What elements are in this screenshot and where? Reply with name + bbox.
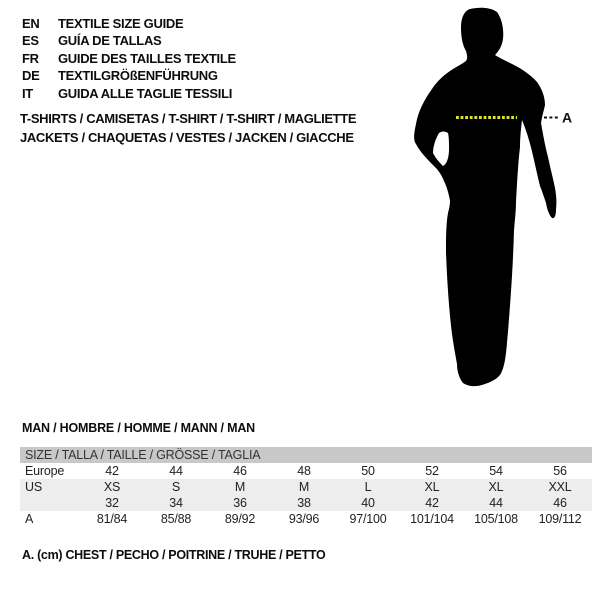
size-cell: XS	[103, 480, 121, 494]
language-label: TEXTILE SIZE GUIDE	[58, 16, 184, 31]
language-label: TEXTILGRÖßENFÜHRUNG	[58, 68, 218, 84]
language-code: FR	[22, 50, 39, 66]
language-code: ES	[22, 33, 39, 49]
size-cell: 42	[105, 464, 119, 478]
size-cell: 105/108	[474, 512, 518, 526]
language-code: DE	[22, 68, 40, 84]
row-label: Europe	[25, 464, 65, 478]
language-row	[22, 15, 236, 32]
size-cell: 50	[361, 464, 375, 478]
size-cell: 54	[489, 464, 503, 478]
table-row-chest-a	[20, 511, 592, 527]
size-cell: 44	[169, 464, 183, 478]
size-cell: 97/100	[349, 512, 387, 526]
section-title-man: MAN / HOMBRE / HOMME / MANN / MAN	[22, 421, 255, 435]
size-cell: L	[364, 480, 372, 494]
size-cell: 48	[297, 464, 311, 478]
size-cell: XL	[488, 480, 504, 494]
row-label	[20, 495, 80, 511]
garment-line-jackets: JACKETS / CHAQUETAS / VESTES / JACKEN / GIACCHE	[20, 130, 354, 146]
language-label: GUIDA ALLE TAGLIE TESSILI	[58, 85, 233, 101]
row-label: US	[25, 480, 42, 494]
size-cell: 109/112	[538, 512, 582, 526]
size-cell: 44	[489, 496, 503, 510]
language-code: IT	[22, 85, 33, 101]
language-row	[22, 50, 236, 67]
size-cell: 52	[425, 464, 439, 478]
table-row-numeric	[20, 495, 592, 511]
size-cell: 38	[297, 496, 311, 510]
table-row-europe	[20, 463, 592, 479]
language-label: GUÍA DE TALLAS	[58, 33, 162, 49]
measure-label-a: A	[562, 109, 573, 126]
size-cell: 46	[233, 464, 247, 478]
size-table	[20, 447, 592, 527]
size-cell: 46	[553, 496, 567, 510]
garment-categories	[20, 109, 356, 148]
row-label: A	[25, 512, 34, 526]
man-silhouette-figure	[390, 0, 600, 400]
language-code: EN	[22, 16, 40, 31]
size-cell: 36	[233, 496, 247, 510]
size-cell: 42	[425, 496, 439, 510]
size-cell: XXL	[548, 480, 572, 494]
size-cell: 89/92	[224, 512, 256, 526]
size-cell: 81/84	[96, 512, 128, 526]
size-cell: 40	[361, 496, 375, 510]
size-cell: M	[234, 480, 246, 494]
garment-line-tshirts: T-SHIRTS / CAMISETAS / T-SHIRT / T-SHIRT / MAGLIETTE	[20, 111, 357, 126]
size-cell: 101/104	[410, 512, 454, 526]
language-label: GUIDE DES TAILLES TEXTILE	[58, 50, 236, 66]
language-row	[22, 67, 236, 84]
size-cell: S	[171, 480, 181, 494]
size-cell: 34	[169, 496, 183, 510]
language-row	[22, 85, 236, 102]
size-cell: 93/96	[288, 512, 320, 526]
size-cell: 32	[105, 496, 119, 510]
measurement-footnote: A. (cm) CHEST / PECHO / POITRINE / TRUHE / PETTO	[22, 548, 326, 562]
language-list	[22, 15, 236, 102]
size-cell: 56	[553, 464, 567, 478]
size-cell: M	[298, 480, 310, 494]
language-row	[22, 32, 236, 49]
size-cell: 85/88	[160, 512, 192, 526]
size-cell: XL	[424, 480, 440, 494]
table-row-us	[20, 479, 592, 495]
size-table-header: SIZE / TALLA / TAILLE / GRÖSSE / TAGLIA	[20, 447, 592, 463]
man-silhouette	[414, 8, 556, 386]
